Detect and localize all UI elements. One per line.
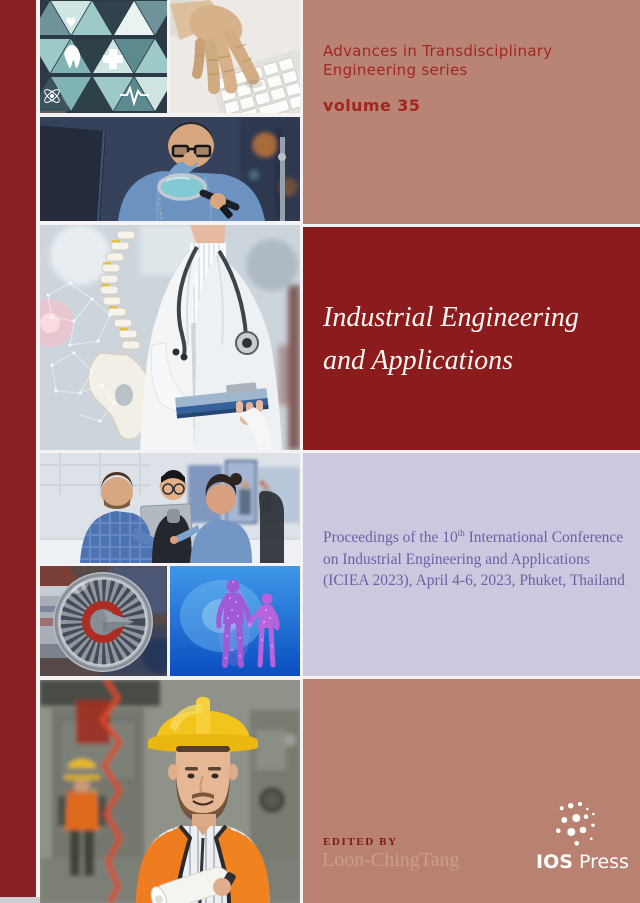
office-chair bbox=[259, 491, 284, 563]
subtitle-superscript: th bbox=[457, 527, 465, 538]
heart-icon: ♥ bbox=[65, 16, 77, 31]
book-title-line-1: Industrial Engineering bbox=[323, 302, 579, 333]
photo-doctor-spine-model bbox=[40, 225, 300, 450]
photo-construction-worker bbox=[40, 680, 300, 903]
turbine-fan bbox=[53, 572, 153, 672]
photo-medical-icons-mosaic bbox=[40, 0, 167, 113]
subtitle-text: Proceedings of the 10 bbox=[323, 529, 458, 546]
spine-bar bbox=[0, 0, 36, 897]
series-name: Advances in Transdisciplinary Engineering series bbox=[323, 42, 553, 79]
publisher-abbr: IOS bbox=[536, 851, 573, 873]
monitor-silhouette bbox=[40, 125, 106, 221]
photo-jet-engine-turbine bbox=[40, 566, 167, 676]
editor-name: Loon-ChingTang bbox=[322, 849, 460, 871]
photo-digital-human-models bbox=[170, 566, 300, 676]
subtitle-text-continued: International Conference on Industrial Engineering and Applications (ICIEA 2023), April 4-6, 2023, Phuket, Thailand bbox=[323, 529, 625, 589]
spine-bar-shadow bbox=[0, 897, 40, 903]
series-volume: volume 35 bbox=[323, 96, 421, 115]
ios-press-logo-text bbox=[536, 851, 629, 873]
ios-press-logo-icon bbox=[548, 796, 604, 848]
book-title-line-2: and Applications bbox=[323, 345, 514, 376]
photo-electronics-engineer bbox=[40, 117, 300, 221]
photo-wooden-hand-keyboard bbox=[170, 0, 300, 113]
publisher-name: Press bbox=[578, 851, 629, 873]
book-subtitle bbox=[323, 527, 637, 592]
book-title bbox=[323, 296, 628, 382]
photo-engineering-team bbox=[40, 453, 300, 563]
edited-by-label: EDITED BY bbox=[323, 836, 398, 848]
